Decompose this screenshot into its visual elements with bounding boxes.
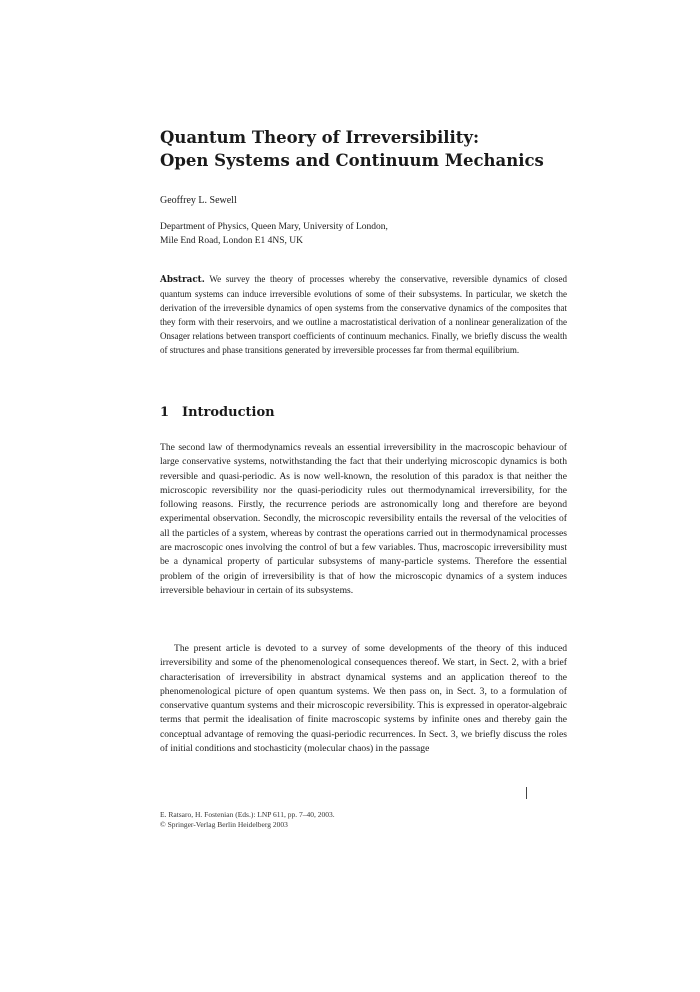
footnote-line-1: E. Ratsaro, H. Fostenian (Eds.): LNP 611, pp. 7–40, 2003. (160, 810, 335, 819)
abstract-label: Abstract. (160, 275, 205, 285)
affiliation-line-1: Department of Physics, Queen Mary, University of London, (160, 222, 388, 232)
footnote-line-2: © Springer-Verlag Berlin Heidelberg 2003 (160, 820, 288, 829)
affiliation (160, 220, 388, 248)
section-heading (160, 405, 275, 420)
section-number: 1 (160, 405, 170, 420)
paper-title (160, 126, 580, 172)
paragraph: The second law of thermodynamics reveals an essential irreversibility in the macroscopic behaviour of large conservative systems, notwithstanding the fact that their underlying microscopic dynamics is both reversible and quasi-periodic. As is now well-known, the resolution of this paradox is that neither the microscopic reversibility nor the quasi-periodicity rules out thermodynamical irreversibility, for the following reasons. Firstly, the recurrence periods are astronomically long and therefore are beyond experimental observation. Secondly, the microscopic reversibility entails the reversal of the velocities of all the particles of a system, whereas by contrast the operations carried out in thermodynamical processes are macroscopic ones involving the control of but a few variables. Thus, macroscopic irreversibility must be a dynamical property of particular subsystems of many-particle systems. Therefore the essential problem of the origin of irreversibility is that of how the microscopic dynamics of a system induces irreversible behaviour in certain of its subsystems. (160, 442, 567, 596)
paragraph: The present article is devoted to a survey of some developments of the theory of this induced irreversibility and some of the phenomenological consequences thereof. We start, in Sect. 2, with a brief characterisation of irreversibility in abstract dynamical systems and an application thereof to the phenomenological picture of open quantum systems. We then pass on, in Sect. 3, to a formulation of conservative quantum systems and their microscopic reversibility. This is expressed in operator-algebraic terms that permit the idealisation of finite macroscopic systems by infinite ones and thereby gain the conceptual advantage of removing the quasi-periodic recurrences. In Sect. 3, we briefly discuss the roles of initial conditions and stochasticity (molecular chaos) in the passage (160, 643, 567, 755)
abstract (160, 272, 567, 357)
title-line-1: Quantum Theory of Irreversibility: (160, 128, 480, 147)
title-line-2: Open Systems and Continuum Mechanics (160, 151, 544, 170)
margin-mark (526, 787, 527, 799)
section-title: Introduction (182, 405, 275, 420)
footnote (160, 810, 335, 830)
author-name: Geoffrey L. Sewell (160, 195, 237, 206)
affiliation-line-2: Mile End Road, London E1 4NS, UK (160, 236, 304, 246)
abstract-text: We survey the theory of processes whereby the conservative, reversible dynamics of closed quantum systems can induce irreversible evolutions of some of their subsystems. In particular, we sketch the derivation of the irreversible dynamics of open systems from the conservative dynamics of the composites that they form with their reservoirs, and we outline a macrostatistical derivation of a nonlinear generalization of the Onsager relations between transport coefficients of continuum mechanics. Finally, we briefly discuss the wealth of structures and phase transitions generated by irreversible processes far from thermal equilibrium. (160, 274, 567, 355)
